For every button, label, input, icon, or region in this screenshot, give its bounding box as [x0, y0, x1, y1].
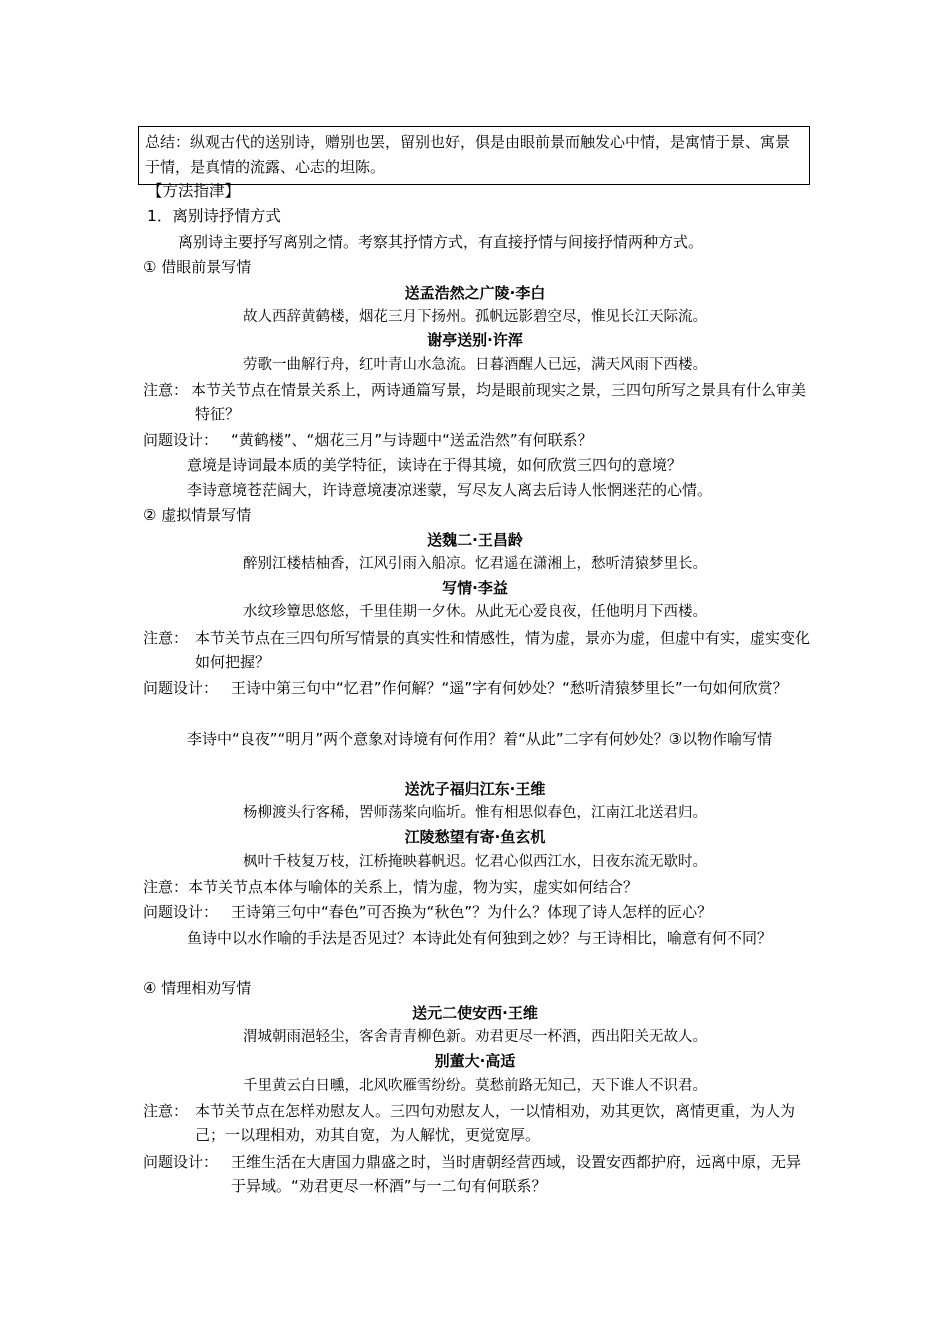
note-label: 注意： [143, 878, 189, 896]
poem-title: 别董大·高适 [434, 1052, 516, 1070]
poem-text: 渭城朝雨浥轻尘，客舍青青柳色新。劝君更尽一杯酒，西出阳关无故人。 [243, 1029, 707, 1045]
intro-paragraph: 离别诗主要抒写离别之情。考察其抒情方式，有直接抒情与间接抒情两种方式。 [178, 233, 704, 251]
poem-title: 写情·李益 [442, 579, 508, 597]
poem-text: 杨柳渡头行客稀，罟师荡桨向临圻。惟有相思似春色，江南江北送君归。 [243, 805, 707, 821]
note-paragraph [143, 1099, 810, 1147]
question-paragraph [143, 1150, 810, 1198]
note-text: 本节关节点在情景关系上，两诗通篇写景，均是眼前现实之景，三四句所写之景具有什么审美特征？ [191, 381, 807, 423]
question-text: 王维生活在大唐国力鼎盛之时，当时唐朝经营西域，设置安西都护府，远离中原，无异于异域。“劝君更尽一杯酒”与一二句有何联系？ [231, 1153, 802, 1195]
note-label: 注意： [143, 381, 189, 399]
poem-text: 千里黄云白日曛，北风吹雁雪纷纷。莫愁前路无知己，天下谁人不识君。 [243, 1078, 707, 1094]
poem-text: 醉别江楼桔柚香，江风引雨入船凉。忆君遥在潇湘上，愁听清猿梦里长。 [243, 556, 707, 572]
question-paragraph [143, 676, 810, 700]
poem-text: 故人西辞黄鹤楼，烟花三月下扬州。孤帆远影碧空尽，惟见长江天际流。 [243, 309, 707, 325]
note-label: 注意： [143, 1102, 189, 1120]
note-paragraph [143, 626, 810, 674]
question-text: 王诗第三句中“春色”可否换为“秋色”？为什么？体现了诗人怎样的匠心？ [231, 903, 713, 921]
poem-title: 送元二使安西·王维 [412, 1004, 538, 1022]
note-text: 本节关节点本体与喻体的关系上，情为虚，物为实，虚实如何结合？ [188, 878, 639, 896]
extra-paragraph: 意境是诗词最本质的美学特征，读诗在于得其境，如何欣赏三四句的意境？ [187, 456, 683, 474]
question-paragraph [143, 900, 810, 924]
part-heading: ④ 情理相劝写情 [143, 979, 252, 997]
question-text: “黄鹤楼”、“烟花三月”与诗题中“送孟浩然”有何联系？ [231, 431, 593, 449]
poem-text: 劳歌一曲解行舟，红叶青山水急流。日暮酒醒人已远，满天风雨下西楼。 [243, 357, 707, 373]
poem-title: 江陵愁望有寄·鱼玄机 [404, 828, 546, 846]
poem-title: 谢亭送别·许浑 [427, 331, 523, 349]
poem-title: 送沈子福归江东·王维 [404, 780, 546, 798]
part-heading: ① 借眼前景写情 [143, 258, 252, 276]
question-label: 问题设计： [143, 679, 219, 697]
note-paragraph [143, 875, 810, 899]
question-label: 问题设计： [143, 903, 219, 921]
question-text: 王诗中第三句中“忆君”作何解？“遥”字有何妙处？“愁听清猿梦里长”一句如何欣赏？ [231, 679, 788, 697]
poem-title: 送孟浩然之广陵·李白 [404, 284, 546, 302]
summary-box: 总结：纵观古代的送别诗，赠别也罢，留别也好，俱是由眼前景而触发心中情，是寓情于景、寓景于情，是真情的流露、心志的坦陈。 [138, 126, 810, 185]
poem-text: 枫叶千枝复万枝，江桥掩映暮帆迟。忆君心似西江水，日夜东流无歇时。 [243, 854, 707, 870]
question-label: 问题设计： [143, 1153, 219, 1171]
extra-paragraph: 李诗意境苍茫阔大，许诗意境凄凉迷蒙，写尽友人离去后诗人怅惘迷茫的心情。 [187, 481, 713, 499]
extra-text: 鱼诗中以水作喻的手法是否见过？本诗此处有何独到之妙？与王诗相比，喻意有何不同？ [187, 929, 773, 947]
poem-title: 送魏二·王昌龄 [427, 531, 523, 549]
extra-paragraph [187, 926, 810, 950]
question-label: 问题设计： [143, 431, 219, 449]
note-paragraph [143, 378, 810, 426]
poem-text: 水纹珍簟思悠悠，千里佳期一夕休。从此无心爱良夜，任他明月下西楼。 [243, 604, 707, 620]
question-paragraph [143, 428, 810, 452]
extra-paragraph: 李诗中“良夜”“明月”两个意象对诗境有何作用？着“从此”二字有何妙处？③以物作喻写情 [187, 730, 773, 748]
note-label: 注意： [143, 629, 189, 647]
section-heading: 【方法指津】 [147, 182, 241, 200]
part-heading: ② 虚拟情景写情 [143, 506, 252, 524]
note-text: 本节关节点在三四句所写情景的真实性和情感性，情为虚，景亦为虚，但虚中有实，虚实变化如何把握？ [195, 629, 811, 671]
subsection-title: 1．离别诗抒情方式 [147, 207, 281, 225]
note-text: 本节关节点在怎样劝慰友人。三四句劝慰友人，一以情相劝，劝其更饮，离情更重，为人为己；一以理相劝，劝其自宽，为人解忧，更觉宽厚。 [195, 1102, 796, 1144]
